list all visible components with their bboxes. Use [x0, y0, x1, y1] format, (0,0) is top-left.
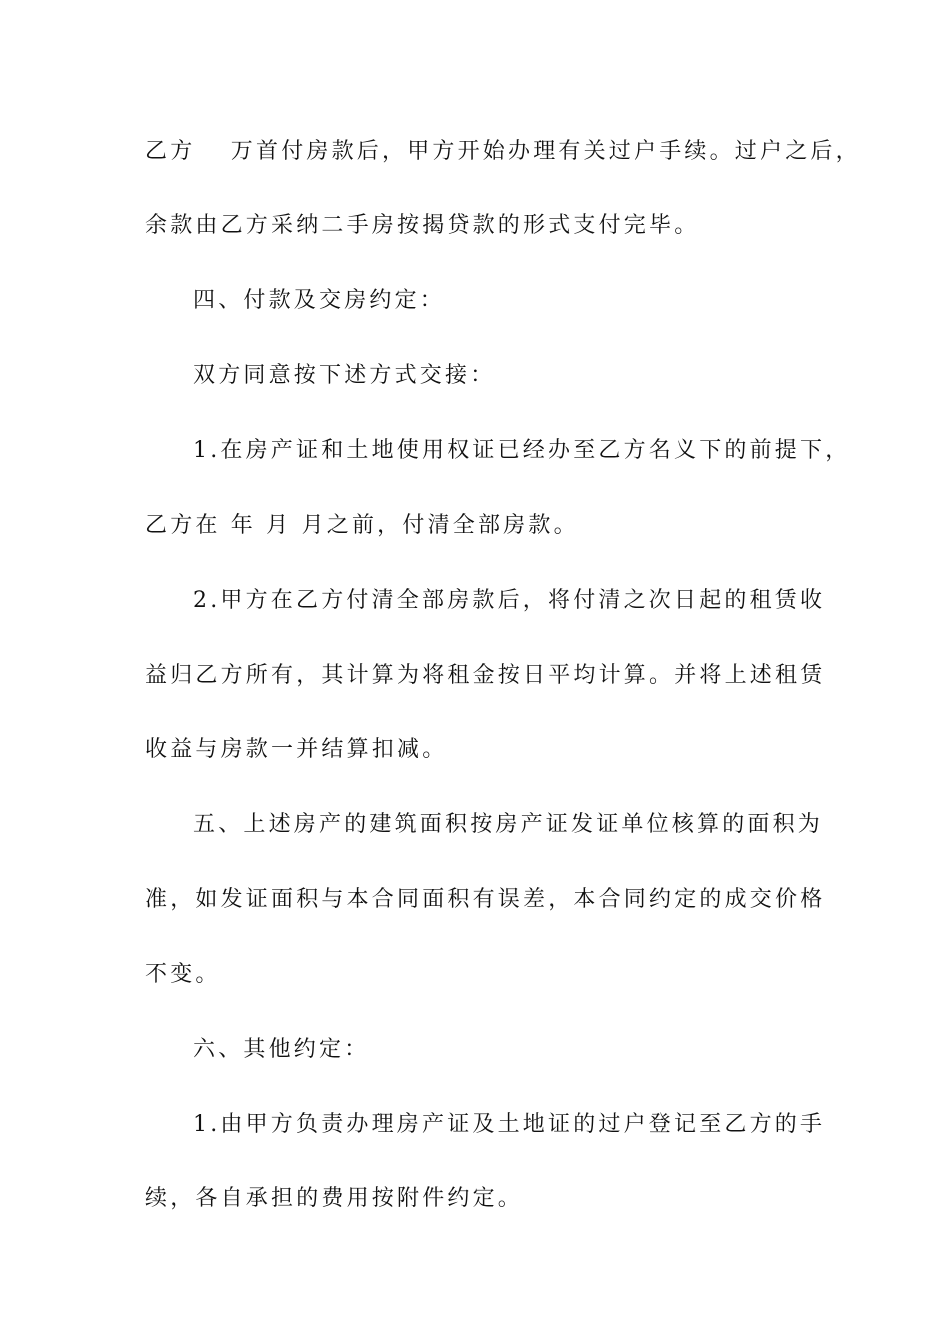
list-item-line: 1.在房产证和土地使用权证已经办至乙方名义下的前提下，: [193, 438, 851, 463]
section-heading: 六、其他约定：: [193, 1037, 370, 1062]
paragraph-line: 不变。: [145, 962, 221, 987]
list-item-line: 2.甲方在乙方付清全部房款后，将付清之次日起的租赁收: [193, 588, 826, 613]
section-heading: 五、上述房产的建筑面积按房产证发证单位核算的面积为: [193, 812, 824, 837]
paragraph-line: 乙方 万首付房款后，甲方开始办理有关过户手续。过户之后，: [145, 139, 861, 164]
paragraph-line: 乙方在 年 月 月之前，付清全部房款。: [145, 513, 579, 538]
paragraph-line: 续，各自承担的费用按附件约定。: [145, 1186, 524, 1211]
paragraph-line: 双方同意按下述方式交接：: [193, 363, 496, 388]
paragraph-line: 余款由乙方采纳二手房按揭贷款的形式支付完毕。: [145, 213, 700, 238]
paragraph-line: 准，如发证面积与本合同面积有误差，本合同约定的成交价格: [145, 887, 826, 912]
paragraph-line: 益归乙方所有，其计算为将租金按日平均计算。并将上述租赁: [145, 663, 826, 688]
paragraph-line: 收益与房款一并结算扣减。: [145, 737, 448, 762]
section-heading: 四、付款及交房约定：: [193, 288, 446, 313]
list-item-line: 1.由甲方负责办理房产证及土地证的过户登记至乙方的手: [193, 1112, 826, 1137]
